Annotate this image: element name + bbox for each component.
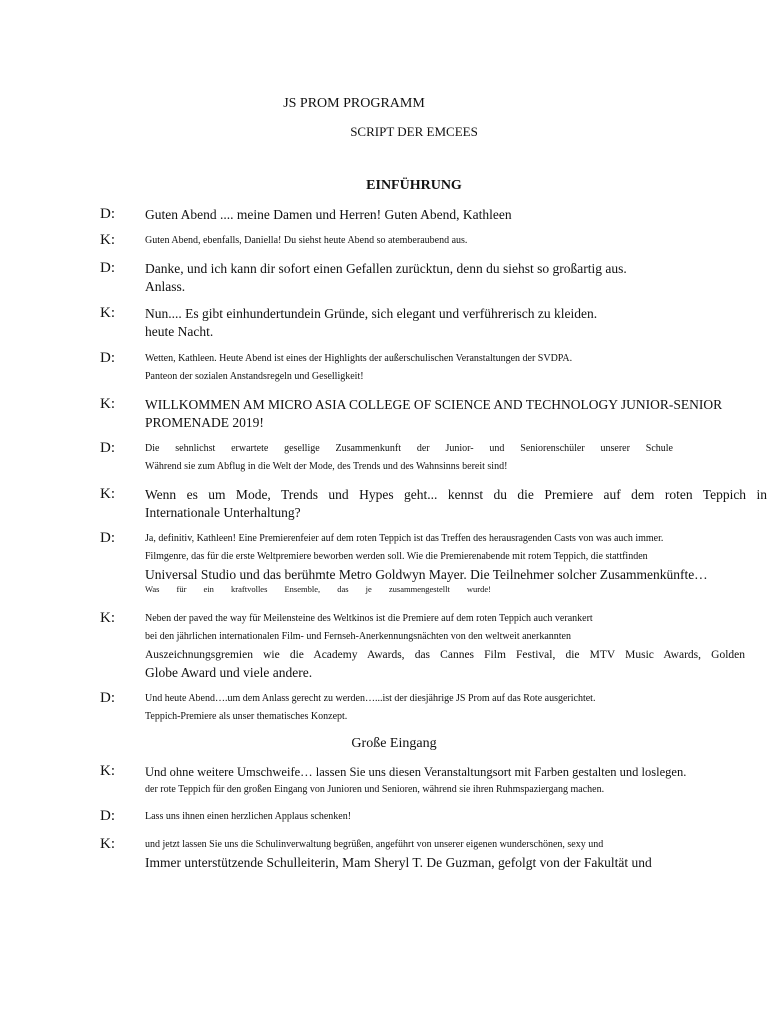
dialogue-text: Filmgenre, das für die erste Weltpremiere beworben werden soll. Wie die Premierenabende mit rotem Teppich, die stattfinden bbox=[145, 551, 648, 562]
speaker-label: D: bbox=[100, 530, 115, 546]
dialogue-text: Auszeichnungsgremien wie die Academy Awards, das Cannes Film Festival, die MTV Music Awards, Golden bbox=[145, 649, 745, 661]
speaker-label: D: bbox=[100, 206, 115, 222]
dialogue-text: Guten Abend, ebenfalls, Daniella! Du siehst heute Abend so atemberaubend aus. bbox=[145, 235, 468, 246]
dialogue-text: Globe Award und viele andere. bbox=[145, 665, 313, 680]
dialogue-text: Universal Studio und das berühmte Metro Goldwyn Mayer. Die Teilnehmer solcher Zusammenkünfte… bbox=[145, 567, 708, 582]
dialogue-text: der rote Teppich für den großen Eingang von Junioren und Senioren, während sie ihren Ruhmspaziergang machen. bbox=[145, 784, 605, 795]
dialogue-text: Wetten, Kathleen. Heute Abend ist eines der Highlights der außerschulischen Veranstaltungen der SVDPA. bbox=[145, 353, 573, 364]
dialogue-text: PROMENADE 2019! bbox=[145, 415, 264, 430]
dialogue-text: WILLKOMMEN AM MICRO ASIA COLLEGE OF SCIENCE AND TECHNOLOGY JUNIOR-SENIOR bbox=[145, 397, 723, 412]
document-subtitle: SCRIPT DER EMCEES bbox=[350, 124, 478, 139]
dialogue-text: Was für ein kraftvolles Ensemble, das je zusammengestellt wurde! bbox=[145, 584, 491, 594]
speaker-label: D: bbox=[100, 690, 115, 706]
dialogue-text: Und ohne weitere Umschweife… lassen Sie uns diesen Veranstaltungsort mit Farben gestalten und loslegen. bbox=[145, 765, 687, 779]
speaker-label: D: bbox=[100, 808, 115, 824]
speaker-label: D: bbox=[100, 260, 115, 276]
speaker-label: K: bbox=[100, 836, 115, 852]
speaker-label: K: bbox=[100, 610, 115, 626]
dialogue-text: bei den jährlichen internationalen Film- und Fernseh-Anerkennungsnächten von den weltweit anerkannten bbox=[145, 631, 571, 642]
speaker-label: K: bbox=[100, 396, 115, 412]
dialogue-text: Neben der paved the way für Meilensteine des Weltkinos ist die Premiere auf dem roten Teppich auch verankert bbox=[145, 613, 593, 624]
section-heading-introduction: EINFÜHRUNG bbox=[366, 178, 462, 193]
speaker-label: D: bbox=[100, 350, 115, 366]
speaker-label: K: bbox=[100, 486, 115, 502]
section-heading-grand-entrance: Große Eingang bbox=[351, 736, 437, 751]
speaker-label: K: bbox=[100, 763, 115, 779]
speaker-label: K: bbox=[100, 232, 115, 248]
dialogue-text: Und heute Abend….um dem Anlass gerecht zu werden…...ist der diesjährige JS Prom auf das Rote ausgerichtet. bbox=[145, 693, 596, 704]
speaker-label: K: bbox=[100, 305, 115, 321]
dialogue-text: Ja, definitiv, Kathleen! Eine Premierenfeier auf dem roten Teppich ist das Treffen des herausragenden Casts von was auch immer. bbox=[145, 533, 664, 544]
dialogue-text: Danke, und ich kann dir sofort einen Gefallen zurücktun, denn du siehst so großartig aus. bbox=[145, 261, 627, 276]
dialogue-text: Panteon der sozialen Anstandsregeln und Geselligkeit! bbox=[145, 371, 364, 382]
speaker-label: D: bbox=[100, 440, 115, 456]
dialogue-text: Immer unterstützende Schulleiterin, Mam Sheryl T. De Guzman, gefolgt von der Fakultät und bbox=[145, 855, 652, 870]
dialogue-text: Lass uns ihnen einen herzlichen Applaus schenken! bbox=[145, 811, 352, 822]
dialogue-text: Teppich-Premiere als unser thematisches Konzept. bbox=[145, 711, 348, 722]
dialogue-text: Guten Abend .... meine Damen und Herren! Guten Abend, Kathleen bbox=[145, 207, 512, 222]
dialogue-text: heute Nacht. bbox=[145, 324, 214, 339]
dialogue-text: Während sie zum Abflug in die Welt der Mode, des Trends und des Wahnsinns bereit sind! bbox=[145, 461, 508, 472]
dialogue-text: und jetzt lassen Sie uns die Schulinverwaltung begrüßen, angeführt von unserer eigenen wunderschönen, sexy und bbox=[145, 839, 604, 850]
dialogue-text: Wenn es um Mode, Trends und Hypes geht... kennst du die Premiere auf dem roten Teppich in bbox=[145, 487, 767, 502]
dialogue-text: Die sehnlichst erwartete gesellige Zusammenkunft der Junior- und Seniorenschüler unserer Schule bbox=[145, 443, 673, 454]
document-title: JS PROM PROGRAMM bbox=[283, 96, 425, 111]
dialogue-text: Anlass. bbox=[145, 279, 186, 294]
dialogue-text: Internationale Unterhaltung? bbox=[145, 505, 301, 520]
dialogue-text: Nun.... Es gibt einhundertundein Gründe, sich elegant und verführerisch zu kleiden. bbox=[145, 306, 598, 321]
